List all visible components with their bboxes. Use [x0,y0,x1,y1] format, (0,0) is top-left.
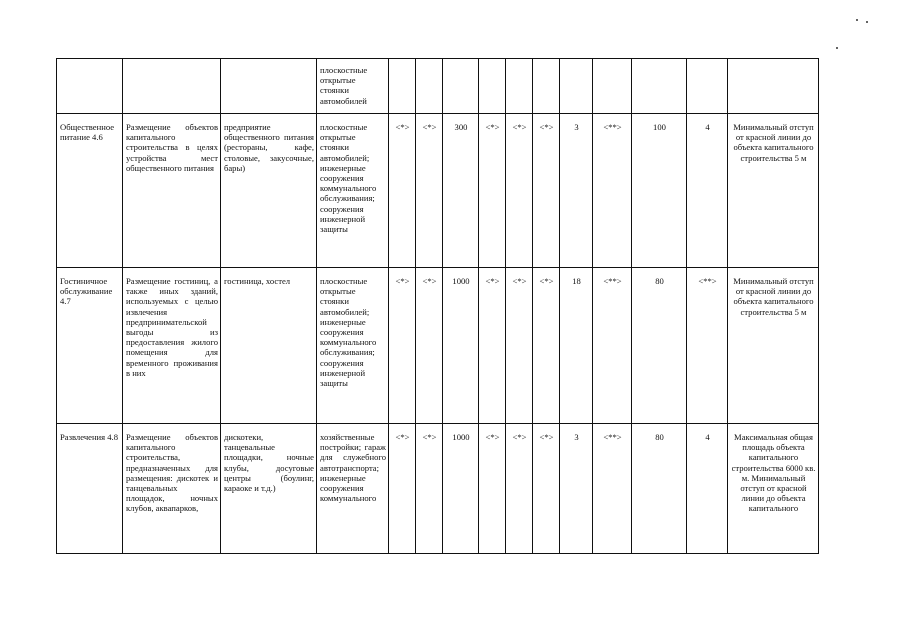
cell-value: <*> [506,114,533,268]
cell-value [389,59,416,114]
cell-description: Размещение объектов капитального строительства, предназначенных для размещения: дискотек и танцевальных площадок, ночных клубов, аквапарков, [123,424,221,554]
cell-value [593,59,632,114]
cell-value: <*> [416,424,443,554]
cell-auxiliary-uses: плоскостные открытые стоянки автомобилей; инженерные сооружения коммунального обслуживания; сооружения инженерной защиты [317,268,389,424]
scan-speck [866,21,868,23]
cell-value: <*> [416,268,443,424]
cell-value: <*> [479,114,506,268]
cell-value: 80 [632,268,687,424]
cell-value: 4 [687,424,728,554]
cell-value: <**> [593,114,632,268]
cell-value: <*> [479,268,506,424]
table-row [57,59,819,114]
cell-value [687,59,728,114]
cell-value: 1000 [443,268,479,424]
cell-value: <**> [593,268,632,424]
cell-value: <*> [389,424,416,554]
cell-value: 3 [560,114,593,268]
cell-value: 18 [560,268,593,424]
cell-examples: предприятие общественного питания (рестораны, кафе, столовые, закусочные, бары) [221,114,317,268]
cell-use-name [57,59,123,114]
cell-value: <*> [533,424,560,554]
cell-value [506,59,533,114]
cell-examples [221,59,317,114]
cell-value: 4 [687,114,728,268]
cell-value [479,59,506,114]
cell-value [443,59,479,114]
cell-value: 100 [632,114,687,268]
cell-value: <*> [416,114,443,268]
cell-value: <*> [506,424,533,554]
cell-use-name: Гостиничное обслуживание 4.7 [57,268,123,424]
cell-value: <**> [593,424,632,554]
cell-value: 300 [443,114,479,268]
cell-use-name: Общественное питание 4.6 [57,114,123,268]
cell-value [560,59,593,114]
cell-description [123,59,221,114]
cell-value: <*> [479,424,506,554]
cell-note: Минимальный отступ от красной линии до объекта капитального строительства 5 м [728,114,819,268]
table-row [57,114,819,268]
cell-value [533,59,560,114]
cell-note: Минимальный отступ от красной линии до объекта капитального строительства 5 м [728,268,819,424]
cell-value: <**> [687,268,728,424]
cell-description: Размещение объектов капитального строительства в целях устройства мест общественного питания [123,114,221,268]
table-row [57,424,819,554]
cell-value: 80 [632,424,687,554]
cell-value: <*> [506,268,533,424]
cell-value [416,59,443,114]
scan-speck [836,47,838,49]
cell-examples: гостиница, хостел [221,268,317,424]
zoning-regulations-table [56,58,819,554]
cell-description: Размещение гостиниц, а также иных зданий, используемых с целью извлечения предпринимательской выгоды из предоставления жилого помещения для временного проживания в них [123,268,221,424]
cell-auxiliary-uses: хозяйственные постройки; гараж для служебного автотранспорта; инженерные сооружения коммунального [317,424,389,554]
cell-value: <*> [533,268,560,424]
cell-value: <*> [389,268,416,424]
cell-value: 1000 [443,424,479,554]
cell-note: Максимальная общая площадь объекта капитального строительства 6000 кв. м. Минимальный отступ от красной линии до объекта капитального [728,424,819,554]
cell-value: <*> [533,114,560,268]
cell-value: 3 [560,424,593,554]
scan-speck [856,19,858,21]
cell-value [632,59,687,114]
cell-auxiliary-uses: плоскостные открытые стоянки автомобилей [317,59,389,114]
cell-auxiliary-uses: плоскостные открытые стоянки автомобилей; инженерные сооружения коммунального обслуживания; сооружения инженерной защиты [317,114,389,268]
cell-use-name: Развлечения 4.8 [57,424,123,554]
table-row [57,268,819,424]
cell-value: <*> [389,114,416,268]
cell-note [728,59,819,114]
cell-examples: дискотеки, танцевальные площадки, ночные клубы, досуговые центры (боулинг, караоке и т.д.) [221,424,317,554]
